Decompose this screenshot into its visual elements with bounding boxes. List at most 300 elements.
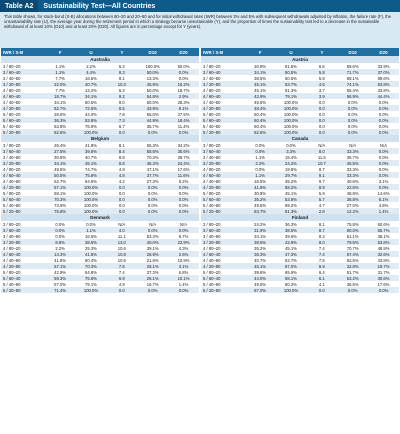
table-cell: 3 / 20–80 — [3, 160, 21, 166]
table-row — [201, 111, 399, 117]
table-cell: 69.2% — [285, 202, 297, 208]
table-row — [1, 111, 199, 117]
table-cell: 16.5% — [85, 75, 97, 81]
table-cell: 6.6 — [318, 63, 325, 69]
table-cell: 3 / 80–20 — [203, 221, 221, 227]
table-cell: 5.2% — [178, 178, 189, 184]
table-cell: 72.5% — [85, 105, 97, 111]
table-cell: 53.8% — [85, 117, 97, 123]
table-cell: 0.0 — [318, 123, 325, 129]
table-cell: 16.5% — [85, 233, 97, 239]
table-cell: 54.8% — [146, 93, 159, 99]
table-row — [1, 269, 199, 275]
table-cell: 4 / 80–20 — [3, 87, 21, 93]
table-cell: 14.3% — [54, 251, 67, 257]
table-cell: 50.0% — [146, 99, 159, 105]
table-row — [201, 154, 399, 160]
table-row — [201, 190, 399, 196]
table-row — [201, 239, 399, 245]
table-row — [201, 75, 399, 81]
table-cell: 38.5% — [85, 239, 97, 245]
table-cell: 34.1% — [54, 160, 67, 166]
table-cell: 84.6% — [85, 178, 97, 184]
table-cell: 33.3% — [346, 172, 359, 178]
table-cell: 36.3% — [54, 117, 67, 123]
column-header: U — [289, 49, 293, 55]
table-cell: 3 / 60–40 — [203, 69, 221, 75]
column-header: IWR / S-B — [3, 49, 24, 55]
table-cell: 5 / 80–20 — [3, 269, 21, 275]
table-cell: 0.0% — [178, 190, 189, 196]
table-cell: 75.8% — [54, 208, 67, 214]
table-cell: 46.3% — [146, 160, 159, 166]
table-cell: 0.0% — [178, 184, 189, 190]
table-cell: 17.6% — [177, 166, 190, 172]
table-cell: 13.2% — [85, 87, 97, 93]
table-cell: 80.0% — [346, 227, 359, 233]
table-row — [1, 87, 199, 93]
country-heading: Austria — [201, 56, 399, 63]
table-cell: 73.6% — [54, 202, 67, 208]
table-cell: 5 / 20–80 — [3, 208, 21, 214]
table-cell: 0.0% — [147, 129, 158, 135]
table-cell: 70.7% — [346, 245, 359, 251]
table-cell: 4 / 20–80 — [203, 263, 221, 269]
table-cell: 8.7 — [318, 227, 325, 233]
table-cell: 0.0 — [118, 208, 125, 214]
table-row — [201, 87, 399, 93]
table-cell: 0.0 — [118, 196, 125, 202]
table-cell: 76.9% — [85, 123, 97, 129]
table-cell: 27.5% — [177, 111, 190, 117]
table-cell: 4.3% — [178, 245, 189, 251]
table-row — [1, 63, 199, 69]
table-cell: 31.9% — [254, 227, 267, 233]
table-cell: 3 / 40–60 — [3, 75, 21, 81]
table-cell: 100.0% — [83, 196, 99, 202]
table-cell: 42.9% — [285, 239, 297, 245]
table-cell: 45.1% — [285, 190, 297, 196]
table-cell: 53.8% — [285, 196, 297, 202]
table-cell: 3 / 80–20 — [3, 142, 21, 148]
tables-container — [0, 48, 400, 293]
table-cell: 70.3% — [85, 263, 97, 269]
table-cell: 8.1 — [318, 221, 325, 227]
table-cell: 8.8% — [55, 239, 65, 245]
table-cell: 63.8% — [377, 81, 390, 87]
table-cell: 56.9% — [346, 93, 359, 99]
table-cell: 41.8% — [254, 184, 267, 190]
table-cell: 9.1 — [318, 172, 325, 178]
table-cell: 19.8% — [285, 166, 297, 172]
country-heading: Canada — [201, 135, 399, 142]
table-cell: 8.6 — [118, 160, 125, 166]
table-cell: 40.7% — [254, 257, 267, 263]
table-cell: 24.2% — [254, 221, 267, 227]
table-cell: 100.0% — [283, 105, 299, 111]
table-cell: 10.6 — [117, 257, 126, 263]
table-cell: 0.0 — [118, 129, 125, 135]
table-cell: 49.5% — [254, 99, 267, 105]
table-cell: 3 / 40–60 — [3, 233, 21, 239]
table-cell: 0.0% — [178, 75, 189, 81]
table-cell: 55.4% — [346, 87, 359, 93]
table-cell: 32.8% — [346, 263, 359, 269]
table-row — [201, 281, 399, 287]
table-row — [201, 202, 399, 208]
table-row — [1, 81, 199, 87]
table-cell: N/A — [149, 221, 157, 227]
table-cell: 0.0 — [318, 287, 325, 293]
table-row — [201, 269, 399, 275]
table-cell: 7.4 — [318, 245, 325, 251]
table-cell: 81.3% — [285, 87, 297, 93]
table-cell: 45.1% — [254, 263, 267, 269]
table-cell: 80.2% — [285, 281, 297, 287]
table-cell: 50.0% — [146, 69, 159, 75]
table-cell: 35.7% — [346, 154, 359, 160]
column-header: D20 — [379, 49, 388, 55]
table-cell: 48.4% — [254, 105, 267, 111]
table-cell: 3.1% — [178, 263, 189, 269]
table-cell: 34.1% — [254, 233, 267, 239]
table-cell: 2.2% — [86, 63, 96, 69]
column-header: F — [58, 49, 62, 55]
table-cell: 14.6% — [377, 190, 390, 196]
table-cell: 8.5 — [118, 105, 125, 111]
table-cell: 74.1% — [346, 81, 359, 87]
table-cell: 4.0 — [118, 227, 125, 233]
table-cell: 100.0% — [283, 99, 299, 105]
table-cell: N/A — [349, 142, 357, 148]
table-row — [1, 190, 199, 196]
table-cell: 0.0% — [378, 123, 389, 129]
table-cell: 60.6% — [377, 221, 390, 227]
table-cell: 5 / 40–60 — [3, 202, 21, 208]
table-cell: 50.5% — [85, 99, 97, 105]
table-cell: 4 / 80–20 — [203, 87, 221, 93]
table-cell: N/A — [118, 221, 126, 227]
table-cell: 18.4% — [177, 117, 190, 123]
table-cell: 34.2% — [177, 142, 190, 148]
table-cell: 5 / 80–20 — [203, 190, 221, 196]
table-cell: 62.5% — [346, 257, 359, 263]
table-cell: 0.0% — [255, 166, 265, 172]
table-row — [1, 178, 199, 184]
table-cell: 3 / 20–80 — [203, 160, 221, 166]
table-row — [201, 81, 399, 87]
table-cell: 34.1% — [254, 69, 267, 75]
table-cell: 0.0% — [147, 190, 158, 196]
table-cell: 4 / 20–80 — [3, 263, 21, 269]
table-cell: 61.5% — [285, 63, 297, 69]
table-cell: 8.7 — [318, 166, 325, 172]
table-cell: 62.6% — [254, 129, 267, 135]
table-cell: 3 / 40–60 — [203, 75, 221, 81]
table-row — [1, 154, 199, 160]
table-cell: 9.1 — [118, 75, 125, 81]
table-cell: 74.7% — [85, 166, 97, 172]
table-cell: 5 / 40–60 — [203, 123, 221, 129]
table-row — [1, 184, 199, 190]
table-cell: 36.3% — [254, 251, 267, 257]
table-cell: 3 / 20–80 — [3, 239, 21, 245]
table-cell: 0.0 — [118, 287, 125, 293]
table-cell: 100.0% — [83, 190, 99, 196]
table-cell: 4.7 — [318, 202, 325, 208]
table-cell: 24.4% — [177, 160, 190, 166]
table-cell: 30.6% — [377, 275, 390, 281]
table-row — [1, 239, 199, 245]
table-cell: 34.1% — [54, 99, 67, 105]
table-cell: 10.1% — [177, 275, 190, 281]
table-cell: 0.0% — [378, 99, 389, 105]
table-cell: 47.1% — [146, 166, 159, 172]
table-cell: 100.0% — [83, 202, 99, 208]
table-cell: 100.0% — [83, 287, 99, 293]
table-cell: 0.0% — [378, 160, 389, 166]
table-cell: 11.1 — [117, 233, 126, 239]
table-cell: 4 / 80–20 — [203, 245, 221, 251]
table-cell: 0.0 — [318, 111, 325, 117]
table-cell: 47.3% — [285, 251, 297, 257]
country-heading: Australia — [1, 56, 199, 63]
table-cell: 48.8% — [346, 190, 359, 196]
table-cell: 39.6% — [85, 148, 97, 154]
country-heading: Finland — [201, 214, 399, 221]
table-cell: 100.0% — [83, 129, 99, 135]
table-cell: 4.6 — [318, 81, 325, 87]
table-cell: 29.7% — [177, 154, 190, 160]
table-cell: 0.0% — [255, 148, 265, 154]
table-cell: 4 / 20–80 — [203, 105, 221, 111]
table-cell: 79.1% — [285, 93, 297, 99]
table-cell: 8.8 — [118, 154, 125, 160]
table-cell: 3 / 80–20 — [203, 63, 221, 69]
right-table — [201, 48, 399, 293]
table-cell: 30.8% — [54, 154, 67, 160]
table-title: Sustainability Test—All Countries — [43, 2, 156, 10]
table-cell: 4.9 — [118, 281, 125, 287]
table-cell: 8.3 — [318, 233, 325, 239]
table-cell: 21.8% — [146, 257, 159, 263]
table-cell: 1.1% — [55, 63, 65, 69]
table-cell: 89.1% — [346, 75, 359, 81]
table-cell: 33.3% — [346, 166, 359, 172]
table-row — [1, 202, 199, 208]
table-row — [201, 178, 399, 184]
left-table — [1, 48, 199, 293]
table-cell: 0.0% — [347, 99, 358, 105]
table-cell: 0.0% — [347, 129, 358, 135]
table-row — [201, 196, 399, 202]
table-cell: 4 / 60–40 — [203, 93, 221, 99]
table-cell: N/A — [318, 142, 326, 148]
table-cell: 60.4% — [254, 123, 267, 129]
column-header: D10 — [348, 49, 357, 55]
table-cell: 48.8% — [377, 245, 390, 251]
table-cell: 45.9% — [146, 81, 159, 87]
table-cell: 5 / 40–60 — [3, 123, 21, 129]
table-cell: 5 / 80–20 — [3, 111, 21, 117]
table-row — [1, 105, 199, 111]
table-cell: 53.8% — [377, 239, 390, 245]
table-cell: 5 / 40–60 — [203, 202, 221, 208]
table-row — [1, 257, 199, 263]
table-cell: 16.7% — [146, 281, 159, 287]
table-cell: 50.5% — [285, 69, 297, 75]
table-cell: 4 / 40–60 — [203, 178, 221, 184]
table-cell: N/A — [180, 221, 188, 227]
table-cell: 25.3% — [85, 245, 97, 251]
table-row — [1, 275, 199, 281]
table-cell: 0.0% — [178, 69, 189, 75]
table-cell: 68.1% — [285, 275, 297, 281]
table-cell: 33.3% — [346, 148, 359, 154]
table-cell: 17.6% — [377, 281, 390, 287]
table-cell: 37.7% — [146, 172, 159, 178]
table-row — [201, 184, 399, 190]
table-cell: 28.9% — [146, 251, 159, 257]
table-cell: 75.8% — [85, 275, 97, 281]
table-cell: 5.3 — [118, 63, 125, 69]
table-cell: 5 / 40–60 — [3, 281, 21, 287]
table-cell: 0.0% — [147, 202, 158, 208]
table-cell: 1.1% — [255, 154, 265, 160]
table-cell: 0.0% — [86, 221, 96, 227]
table-cell: 4 / 60–40 — [203, 251, 221, 257]
table-cell: 0.0% — [178, 129, 189, 135]
table-cell: 45.1% — [285, 245, 297, 251]
table-cell: 1.1% — [55, 69, 65, 75]
table-cell: 61.1% — [346, 233, 359, 239]
table-cell: 4 / 80–20 — [3, 245, 21, 251]
table-cell: 41.8% — [54, 257, 67, 263]
table-cell: 35.7% — [146, 123, 159, 129]
table-row — [201, 257, 399, 263]
table-cell: 0.0 — [118, 202, 125, 208]
table-cell: 79.1% — [85, 281, 97, 287]
table-cell: 2.8 — [318, 208, 325, 214]
table-cell: 6.7% — [178, 233, 189, 239]
table-cell: 4 / 40–60 — [3, 178, 21, 184]
table-cell: 5 / 60–40 — [3, 196, 21, 202]
table-cell: 55.0% — [146, 111, 159, 117]
table-cell: 49.5% — [254, 281, 267, 287]
table-cell: 34.1% — [85, 93, 97, 99]
table-cell: 8.0 — [318, 148, 325, 154]
table-cell: 38.5% — [254, 239, 267, 245]
table-cell: 3 / 60–40 — [203, 148, 221, 154]
table-cell: 0.0% — [147, 196, 158, 202]
table-cell: 31.7% — [377, 269, 390, 275]
table-cell: 45.1% — [254, 87, 267, 93]
table-cell: 6.7 — [118, 123, 125, 129]
table-cell: 100.0% — [83, 184, 99, 190]
table-cell: 52.7% — [285, 257, 297, 263]
table-cell: 60.4% — [254, 117, 267, 123]
table-row — [201, 142, 399, 148]
table-cell: 3 / 20–80 — [3, 81, 21, 87]
table-cell: 27.5% — [54, 148, 67, 154]
table-cell: 4 / 60–40 — [3, 93, 21, 99]
table-cell: 16.2% — [177, 81, 190, 87]
table-row — [201, 148, 399, 154]
table-cell: 7.7% — [55, 87, 65, 93]
table-cell: 1.1% — [86, 227, 96, 233]
table-cell: 2.9% — [178, 93, 189, 99]
column-header: IWR / S-B — [203, 49, 224, 55]
table-cell: 3.3% — [286, 148, 296, 154]
table-cell: 60.4% — [85, 257, 97, 263]
table-cell: 0.0 — [318, 99, 325, 105]
table-cell: 24.2% — [285, 160, 297, 166]
table-cell: 16.7% — [177, 87, 190, 93]
table-row — [201, 245, 399, 251]
table-cell: 41.8% — [85, 251, 97, 257]
table-row — [1, 148, 199, 154]
table-cell: 3 / 60–40 — [3, 69, 21, 75]
table-cell: 33.9% — [377, 63, 390, 69]
table-cell: 26.1% — [146, 275, 159, 281]
table-cell: 6.9 — [118, 275, 125, 281]
table-cell: 1.1% — [255, 172, 265, 178]
table-cell: 40.6% — [346, 178, 359, 184]
table-row — [1, 245, 199, 251]
table-cell: 42.9% — [54, 269, 67, 275]
table-cell: 7.4 — [118, 269, 125, 275]
table-cell: 4 / 20–80 — [203, 184, 221, 190]
table-cell: 6.1% — [378, 196, 389, 202]
table-cell: 39.1% — [146, 245, 159, 251]
table-cell: 6.1 — [318, 275, 325, 281]
table-cell: 0.0% — [178, 287, 189, 293]
table-cell: 0.0% — [55, 227, 65, 233]
table-cell: 0.0% — [286, 142, 296, 148]
table-cell: 4 / 40–60 — [203, 99, 221, 105]
table-cell: 9.0 — [118, 99, 125, 105]
table-cell: 4.1 — [318, 281, 325, 287]
table-row — [201, 287, 399, 293]
table-cell: 0.0% — [378, 166, 389, 172]
table-cell: 7.5 — [118, 263, 125, 269]
table-cell: 4.8% — [378, 202, 389, 208]
table-row — [201, 263, 399, 269]
table-cell: 5 / 20–80 — [203, 208, 221, 214]
table-cell: 65.9% — [285, 269, 297, 275]
table-row — [1, 99, 199, 105]
table-cell: 100.0% — [145, 63, 160, 69]
table-cell: 2.2% — [255, 160, 265, 166]
column-header: F — [258, 49, 262, 55]
table-cell: 0.0 — [318, 129, 325, 135]
table-cell: 5 / 20–80 — [203, 287, 221, 293]
table-cell: 40.0% — [146, 239, 159, 245]
table-tag: Table A2 — [0, 0, 38, 12]
table-cell: 35.2% — [285, 178, 297, 184]
table-row — [1, 281, 199, 287]
table-cell: 67.0% — [254, 287, 267, 293]
table-cell: 52.7% — [54, 178, 67, 184]
table-cell: 0.0% — [347, 111, 358, 117]
table-cell: 5 / 80–20 — [3, 190, 21, 196]
column-header: U — [89, 49, 93, 55]
table-cell: 29.7% — [285, 172, 297, 178]
table-cell: 3.7 — [318, 87, 325, 93]
table-row — [1, 227, 199, 233]
table-cell: 41.8% — [85, 142, 97, 148]
table-cell: 36.5% — [346, 281, 359, 287]
